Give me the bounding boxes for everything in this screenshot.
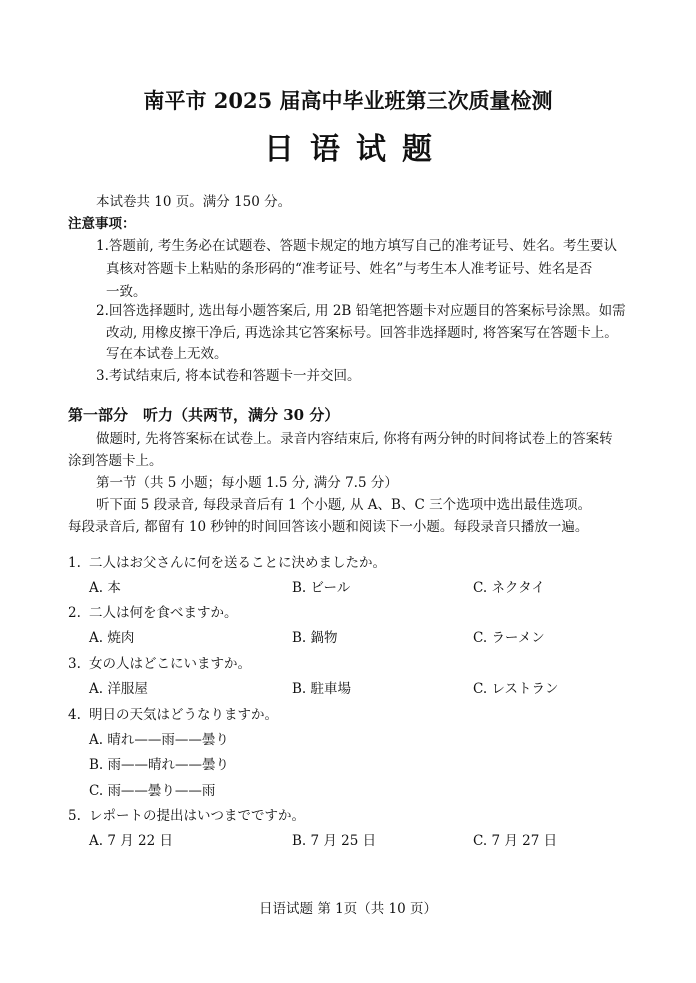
option-letter: C. (89, 783, 104, 799)
note-1-line-3: 一致。 (106, 284, 147, 300)
option-text: 鍋物 (310, 630, 338, 646)
question-number: 1. (68, 555, 81, 571)
question-number: 5. (68, 808, 81, 824)
question-2-option-b[interactable] (292, 628, 338, 648)
page-footer: 日语试题 第 1页（共 10 页） (259, 901, 437, 917)
question-2-option-c[interactable] (473, 628, 545, 648)
option-letter: A. (89, 681, 104, 697)
option-text: 駐車場 (310, 681, 352, 697)
option-letter: C. (473, 681, 488, 697)
option-letter: A. (89, 833, 104, 849)
option-text: ネクタイ (491, 580, 545, 596)
question-3-option-a[interactable] (89, 679, 148, 699)
option-text: 晴れ——雨——曇り (107, 732, 229, 748)
option-text: 洋服屋 (107, 681, 148, 697)
section1-instruction-line-2: 每段录音后, 都留有 10 秒钟的时间回答该小题和阅读下一小题。每段录音只播放一遍。 (68, 519, 589, 535)
question-4-option-a[interactable] (89, 730, 229, 750)
option-letter: B. (292, 833, 307, 849)
note-2-line-1: 2.回答选择题时, 选出每小题答案后, 用 2B 铅笔把答题卡对应题目的答案标号涂黑。如需 (96, 303, 626, 319)
option-letter: A. (89, 732, 104, 748)
question-5-option-b[interactable] (292, 831, 376, 851)
question-5-option-a[interactable] (89, 831, 173, 851)
question-3-option-c[interactable] (473, 679, 559, 699)
option-text: 雨——晴れ——曇り (107, 757, 230, 773)
option-letter: B. (292, 630, 307, 646)
question-3-text: 女の人はどこにいますか。 (89, 656, 251, 672)
question-number: 3. (68, 656, 81, 672)
note-2-line-3: 写在本试卷上无效。 (106, 346, 228, 362)
note-3-line-1: 3.考试结束后, 将本试卷和答题卡一并交回。 (96, 368, 361, 384)
option-text: ビール (310, 580, 351, 596)
question-4-option-b[interactable] (89, 755, 229, 775)
option-letter: A. (89, 580, 104, 596)
option-text: 7 月 22 日 (107, 833, 173, 849)
question-4-text: 明日の天気はどうなりますか。 (89, 707, 278, 723)
question-5-text: レポートの提出はいつまでですか。 (89, 808, 305, 824)
question-number: 2. (68, 605, 81, 621)
subject-title: 日语试题 (264, 132, 448, 167)
option-letter: A. (89, 630, 104, 646)
exam-summary: 本试卷共 10 页。满分 150 分。 (96, 194, 292, 210)
notes-heading: 注意事项： (68, 216, 136, 232)
question-2-option-a[interactable] (89, 628, 134, 648)
option-letter: B. (292, 681, 307, 697)
section1-instruction-line-1: 听下面 5 段录音, 每段录音后有 1 个小题, 从 A、B、C 三个选项中选出最佳选项。 (96, 497, 592, 513)
option-letter: B. (292, 580, 307, 596)
question-2-text: 二人は何を食べますか。 (89, 605, 238, 621)
note-1-line-1: 1.答题前, 考生务必在试题卷、答题卡规定的地方填写自己的准考证号、姓名。考生要认 (96, 238, 617, 254)
question-3-option-b[interactable] (292, 679, 351, 699)
option-text: 7 月 25 日 (310, 833, 377, 849)
question-1-text: 二人はお父さんに何を送ることに決めましたか。 (89, 555, 386, 571)
option-text: ラーメン (491, 630, 545, 646)
note-1-line-2: 真核对答题卡上粘贴的条形码的“准考证号、姓名”与考生本人准考证号、姓名是否 (106, 261, 593, 277)
option-text: 7 月 27 日 (491, 833, 558, 849)
question-number: 4. (68, 707, 81, 723)
option-text: 本 (107, 580, 121, 596)
part1-instruction-line-2: 涂到答题卡上。 (68, 453, 163, 469)
option-letter: C. (473, 630, 488, 646)
option-letter: C. (473, 580, 488, 596)
question-5-option-c[interactable] (473, 831, 557, 851)
question-1-option-a[interactable] (89, 578, 121, 598)
option-text: レストラン (491, 681, 559, 697)
question-1-option-c[interactable] (473, 578, 545, 598)
part1-heading: 第一部分 听力（共两节，满分 30 分） (68, 406, 340, 424)
exam-title: 南平市 2025 届高中毕业班第三次质量检测 (143, 88, 553, 113)
part1-instruction-line-1: 做题时, 先将答案标在试卷上。录音内容结束后, 你将有两分钟的时间将试卷上的答案转 (96, 431, 613, 447)
option-text: 雨——曇り——雨 (107, 783, 216, 799)
option-letter: B. (89, 757, 104, 773)
question-1-option-b[interactable] (292, 578, 350, 598)
option-text: 焼肉 (107, 630, 135, 646)
option-letter: C. (473, 833, 488, 849)
note-2-line-2: 改动, 用橡皮擦干净后, 再选涂其它答案标号。回答非选择题时, 将答案写在答题卡上。 (106, 325, 618, 341)
section1-heading: 第一节（共 5 小题；每小题 1.5 分, 满分 7.5 分） (96, 475, 398, 491)
question-4-option-c[interactable] (89, 781, 215, 801)
